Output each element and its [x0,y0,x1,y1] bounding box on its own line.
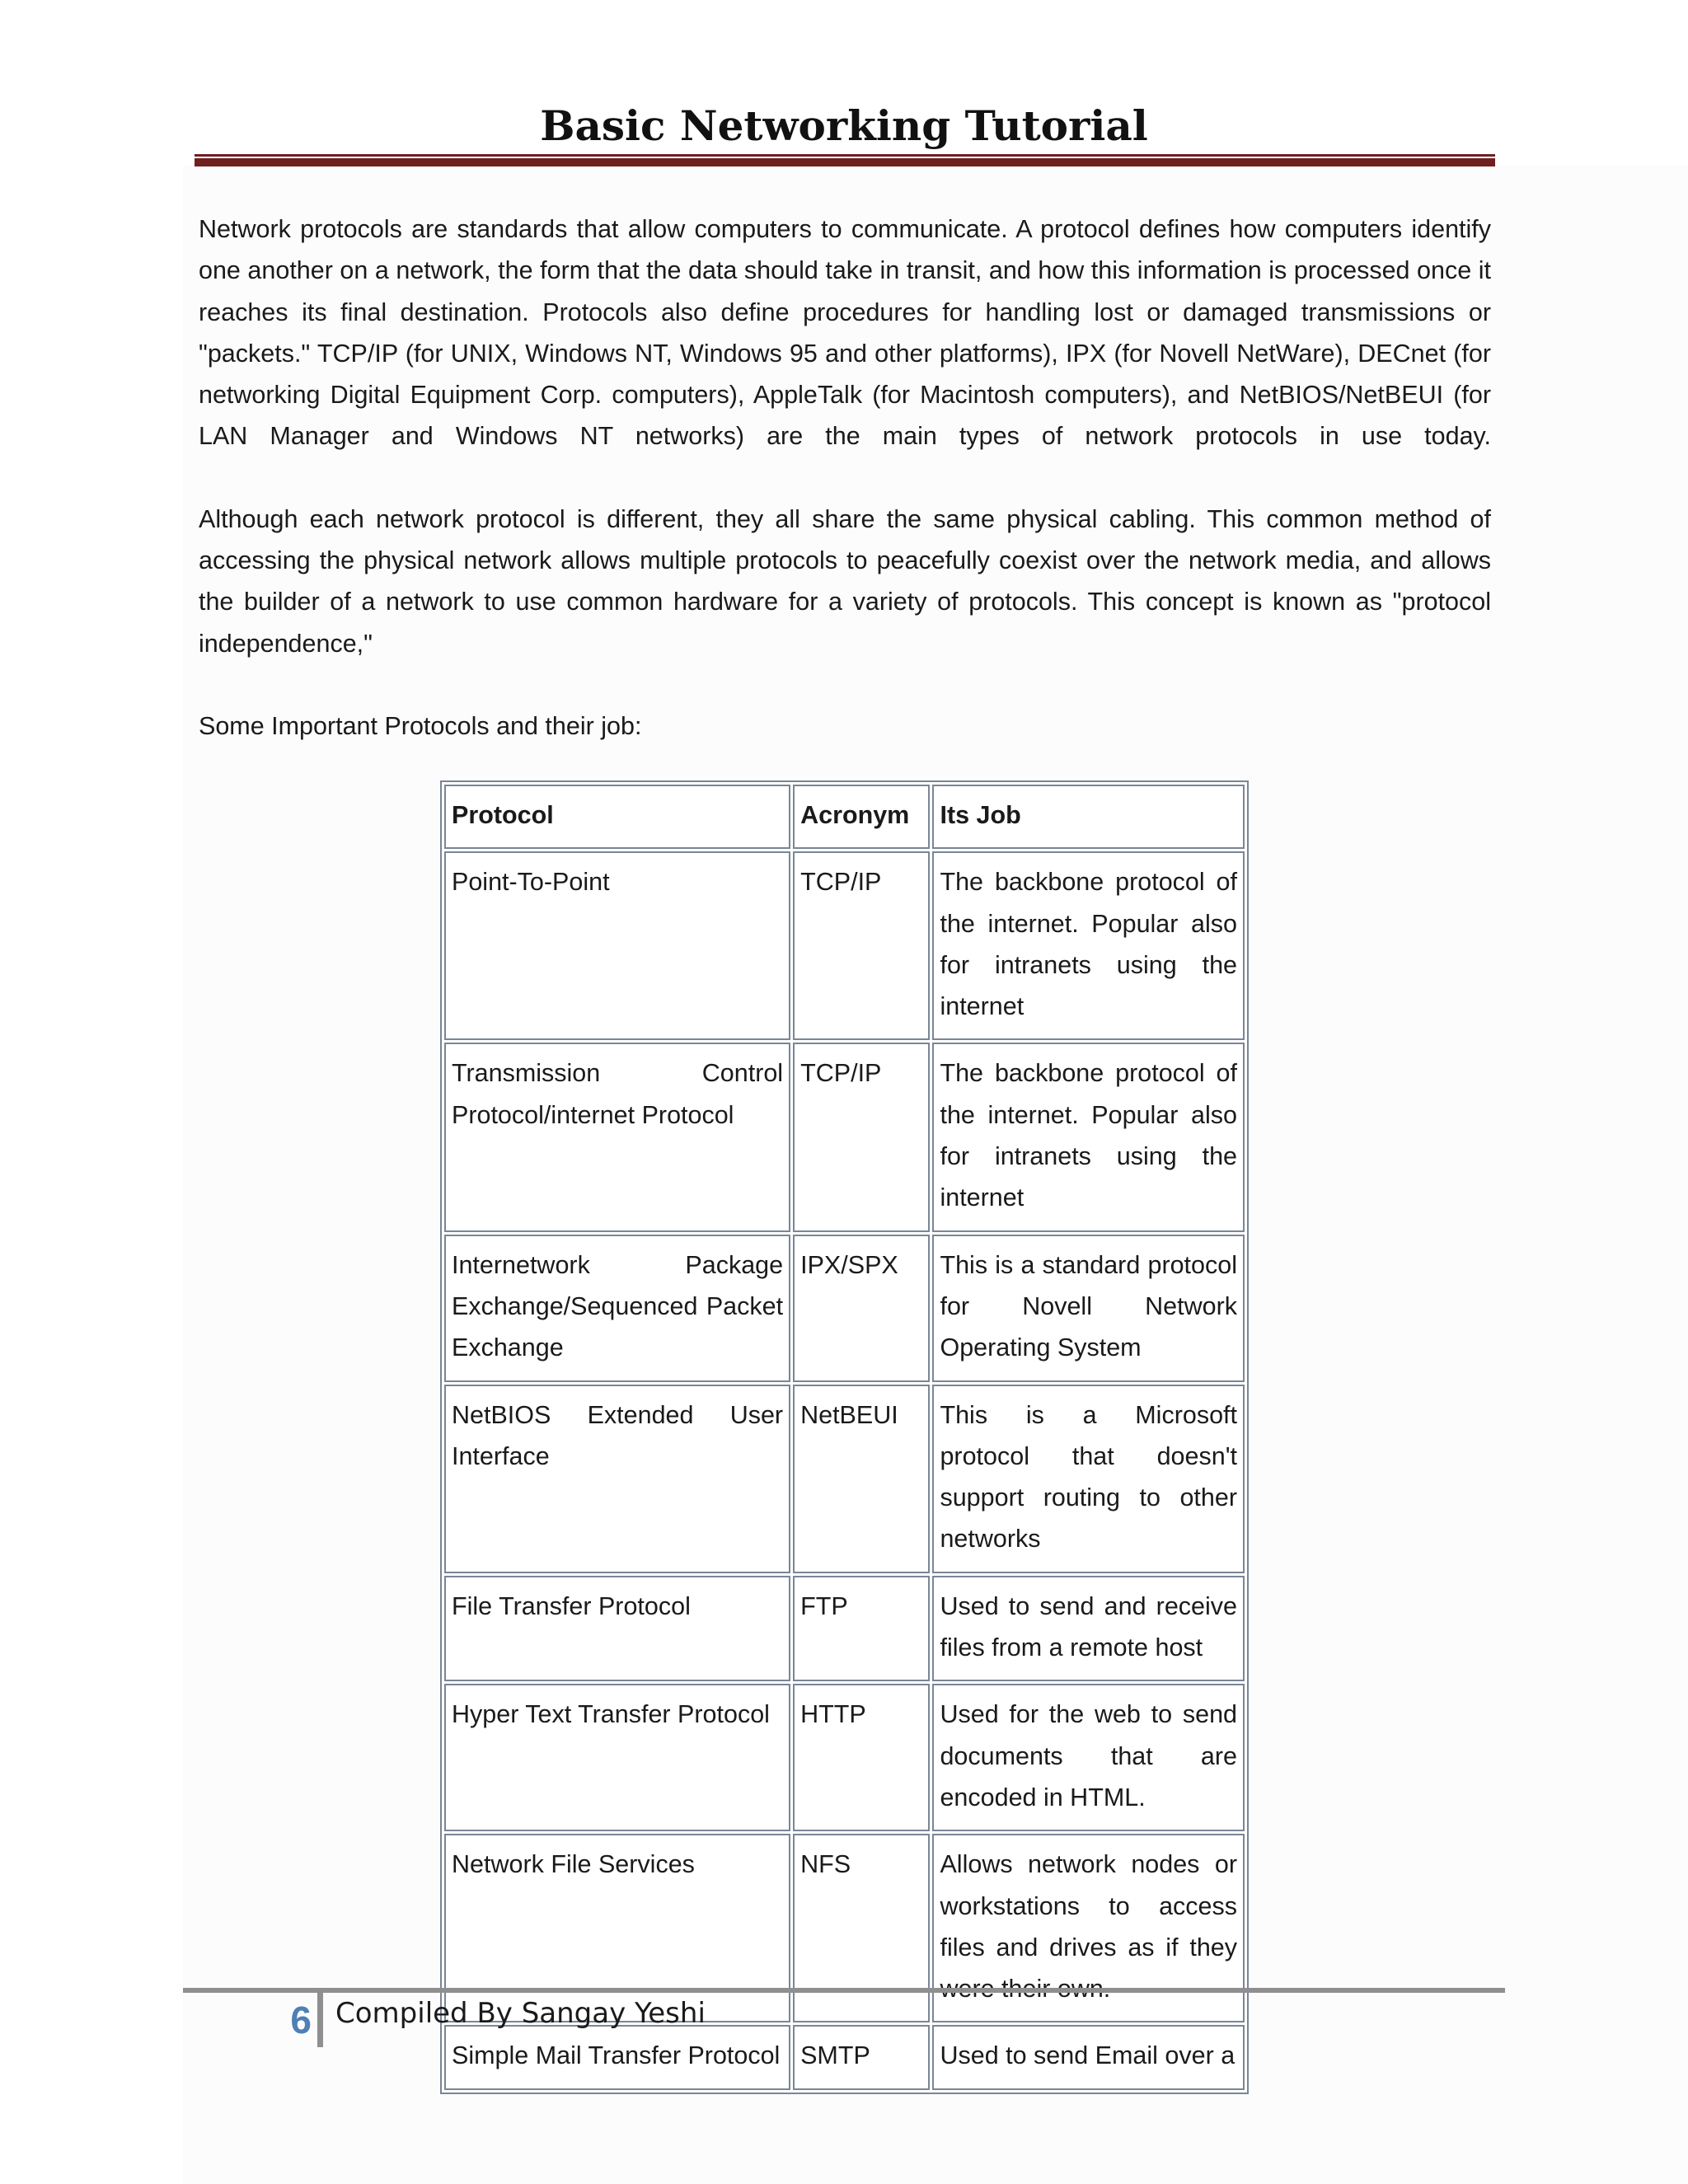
cell-protocol: Hyper Text Transfer Protocol [444,1684,790,1831]
table-row [444,1385,1245,1573]
cell-protocol: NetBIOS Extended User Interface [444,1385,790,1573]
cell-job: The backbone protocol of the internet. Popular also for intranets using the internet [932,1043,1245,1231]
header-protocol: Protocol [444,785,790,849]
cell-job: This is a Microsoft protocol that doesn't support routing to other networks [932,1385,1245,1573]
page-number: 6 [290,1999,312,2041]
cell-acronym: SMTP [793,2025,930,2089]
table-row [444,1684,1245,1831]
table-row [444,2025,1245,2089]
cell-protocol: Internetwork Package Exchange/Sequenced Packet Exchange [444,1235,790,1382]
cell-job: Used for the web to send documents that are encoded in HTML. [932,1684,1245,1831]
cell-acronym: TCP/IP [793,1043,930,1231]
header-its-job: Its Job [932,785,1245,849]
cell-acronym: IPX/SPX [793,1235,930,1382]
cell-acronym: HTTP [793,1684,930,1831]
document-title: Basic Networking Tutorial [540,101,1148,150]
footer-compiled-by: Compiled By Sangay Yeshi [335,1997,706,2030]
header-acronym: Acronym [793,785,930,849]
table-row [444,1576,1245,1682]
cell-job: Used to send Email over a [932,2025,1245,2089]
cell-acronym: FTP [793,1576,930,1682]
paragraph-protocol-independence: Although each network protocol is different, they all share the same physical cabling. This common method of accessing the physical network allows multiple protocols to peacefully coexist over the network media, and allows the builder of a network to use common hardware for a variety of protocols. This concept is known as "protocol independence," [199,504,1491,658]
paragraph-network-protocols: Network protocols are standards that allow computers to communicate. A protocol defines how computers identify one another on a network, the form that the data should take in transit, and how this information is processed once it reaches its final destination. Protocols also define procedures for handling lost or damaged transmissions or "packets." TCP/IP (for UNIX, Windows NT, Windows 95 and other platforms), IPX (for Novell NetWare), DECnet (for networking Digital Equipment Corp. computers), AppleTalk (for Macintosh computers), and NetBIOS/NetBEUI (for LAN Manager and Windows NT networks) are the main types of network protocols in use today. [199,215,1491,451]
table-row [444,1043,1245,1231]
cell-job: The backbone protocol of the internet. Popular also for intranets using the internet [932,851,1245,1040]
cell-acronym: NFS [793,1834,930,2022]
paragraph-table-intro: Some Important Protocols and their job: [199,711,642,740]
protocols-table [440,780,1249,2094]
cell-job: Used to send and receive files from a remote host [932,1576,1245,1682]
cell-protocol: Point-To-Point [444,851,790,1040]
table-row [444,1235,1245,1382]
cell-protocol: Transmission Control Protocol/internet Protocol [444,1043,790,1231]
cell-protocol: File Transfer Protocol [444,1576,790,1682]
cell-job: This is a standard protocol for Novell Network Operating System [932,1235,1245,1382]
cell-acronym: NetBEUI [793,1385,930,1573]
title-rule-thin [195,154,1495,157]
body-text [199,209,1491,747]
footer-divider [317,1993,323,2047]
table-header-row [444,785,1245,849]
cell-acronym: TCP/IP [793,851,930,1040]
title-rule-thick [195,158,1495,166]
cell-protocol: Network File Services [444,1834,790,2022]
cell-protocol: Simple Mail Transfer Protocol [444,2025,790,2089]
cell-job: Allows network nodes or workstations to access files and drives as if they [932,1834,1245,2022]
table-row [444,851,1245,1040]
